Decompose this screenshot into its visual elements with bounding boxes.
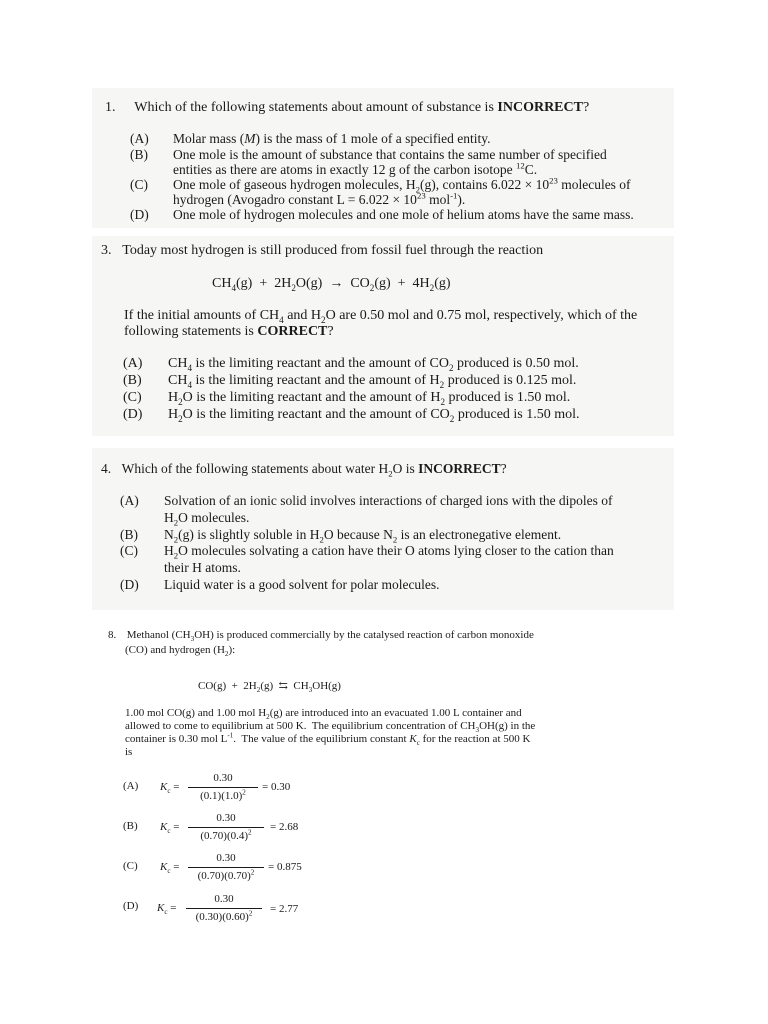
q8-option-a-letter: (A): [123, 780, 139, 792]
q8-option-d-denominator: $(0.30)(0.60)^2$: [195, 909, 253, 923]
question-8-intro-line1: Methanol $(CH_3OH)$ is produced commercially by the catalysed reaction of carbon monoxide: [126, 629, 534, 644]
q8-option-d-result: = 2.77: [270, 903, 299, 915]
q3-option-c-letter: (C): [123, 390, 142, 405]
q4-option-c-line1: $H_2O$ molecules solvating a cation have their O atoms lying closer to the cation than: [164, 543, 614, 561]
q4-option-c-line2: their H atoms.: [164, 560, 241, 575]
q8-option-b-letter: (B): [123, 820, 138, 832]
q3-option-c-text: $H_2O$ is the limiting reactant and the amount of $H_2$ produced is 1.50 mol.: [168, 390, 571, 407]
question-3-paragraph-line1: If the initial amounts of $CH_4$ and $H_2O$ are 0.50 mol and 0.75 mol, respectively, which of the: [124, 308, 638, 325]
q8-option-b-lhs: $K_c$ =: [160, 821, 180, 836]
question-8-equation: $CO(g) + 2H_2(g)$ ⇆ $CH_3OH(g)$: [198, 680, 341, 695]
question-4-text: Which of the following statements about water $H_2O$ is: [121, 461, 419, 479]
q8-option-c-lhs: $K_c$ =: [160, 861, 180, 876]
question-3-equation: $CH_4(g) + 2H_2O(g) \to CO_2(g) + 4H_2(g)$: [212, 276, 451, 293]
q8-option-c-letter: (C): [123, 860, 138, 872]
question-8-heading: [108, 629, 534, 644]
q8-option-b-fraction: [188, 812, 264, 842]
q1-option-d-text: One mole of hydrogen molecules and one mole of helium atoms have the same mass.: [173, 207, 634, 222]
q4-option-b-text: $N_2(g)$ is slightly soluble in $H_2O$ because $N_2$ is an electronegative element.: [164, 527, 562, 545]
question-3-heading: [101, 243, 543, 259]
question-8-para-line3: container is 0.30 mol $L^{-1}$. The value of the equilibrium constant $K_c$ for the reaction at 500 K: [125, 731, 531, 748]
q3-option-b-letter: (B): [123, 373, 142, 388]
question-8-para-line4: is: [125, 746, 133, 758]
q8-option-b-fraction-bar: [188, 827, 264, 828]
q8-option-c-fraction: [188, 852, 264, 882]
q4-option-a-line2: $H_2O$ molecules.: [164, 510, 250, 528]
q8-option-d-fraction: [186, 893, 262, 923]
q1-option-c-line1: One mole of gaseous hydrogen molecules, $H_2(g)$, contains $6.022 \times 10^{23}$ molecules of: [173, 175, 631, 195]
q8-option-a-lhs: $K_c$ =: [160, 781, 180, 796]
q8-option-d-numerator: 0.30: [214, 893, 234, 905]
q8-option-b-result: = 2.68: [270, 821, 299, 833]
q1-option-a-letter: (A): [130, 131, 149, 146]
q8-option-a-result: = 0.30: [262, 781, 291, 793]
q4-option-a-line1: Solvation of an ionic solid involves interactions of charged ions with the dipoles of: [164, 493, 613, 508]
q1-option-c-letter: (C): [130, 177, 148, 192]
q8-option-c-numerator: 0.30: [216, 852, 236, 864]
q3-option-d-letter: (D): [123, 407, 143, 422]
question-1-number: 1.: [105, 100, 116, 115]
q4-option-c-letter: (C): [120, 543, 138, 558]
q4-option-d-text: Liquid water is a good solvent for polar molecules.: [164, 577, 440, 592]
q1-option-d-letter: (D): [130, 207, 149, 222]
question-3-text: Today most hydrogen is still produced from fossil fuel through the reaction: [122, 243, 544, 258]
q3-option-b-text: $CH_4$ is the limiting reactant and the amount of $H_2$ produced is 0.125 mol.: [168, 373, 577, 390]
q8-option-a-fraction: [188, 772, 258, 802]
q8-option-a-denominator: $(0.1)(1.0)^2$: [200, 788, 246, 802]
question-8-intro-line2: (CO) and hydrogen $(H_2)$:: [125, 644, 236, 659]
q1-option-a-text: Molar mass (M) is the mass of 1 mole of a specified entity.: [173, 131, 491, 146]
q8-option-d-letter: (D): [123, 900, 139, 912]
question-8-para-line1: 1.00 mol CO(g) and 1.00 mol $H_2(g)$ are introduced into an evacuated 1.00 L container and: [125, 707, 522, 722]
question-3-emphasis: CORRECT: [257, 324, 328, 339]
question-1-emphasis: INCORRECT: [497, 100, 583, 115]
question-4-heading: 4. Which of the following statements about water $H_2O$ is INCORRECT?: [101, 461, 507, 479]
q8-option-a-numerator: 0.30: [213, 772, 233, 784]
q8-option-d-lhs: $K_c$ =: [157, 902, 177, 917]
q1-option-b-line2: entities as there are atoms in exactly 12 g of the carbon isotope $^{12}$C.: [173, 160, 538, 177]
q3-option-a-text: $CH_4$ is the limiting reactant and the amount of $CO_2$ produced is 0.50 mol.: [168, 356, 579, 373]
question-1-text: Which of the following statements about amount of substance is: [134, 100, 498, 115]
q8-option-a-fraction-bar: [188, 787, 258, 788]
question-3-paragraph-line2: following statements is CORRECT?: [124, 324, 334, 339]
q8-option-c-denominator: $(0.70)(0.70)^2$: [197, 868, 255, 882]
question-3-number: 3.: [101, 243, 112, 258]
question-4-number: 4.: [101, 461, 112, 476]
q3-option-a-letter: (A): [123, 356, 143, 371]
q8-option-b-numerator: 0.30: [216, 812, 236, 824]
q1-option-b-letter: (B): [130, 147, 148, 162]
question-1-heading: 1. Which of the following statements about amount of substance is INCORRECT?: [105, 100, 590, 115]
q4-option-d-letter: (D): [120, 577, 139, 592]
q4-option-a-letter: (A): [120, 493, 139, 508]
q1-option-c-line2: hydrogen (Avogadro constant $L = 6.022 \times 10^{23}$ mol$^{-1}$).: [173, 190, 466, 207]
q4-option-b-letter: (B): [120, 527, 138, 542]
q1-option-b-line1: One mole is the amount of substance that contains the same number of specified: [173, 147, 607, 162]
q8-option-b-denominator: $(0.70)(0.4)^2$: [200, 828, 252, 842]
q3-option-d-text: $H_2O$ is the limiting reactant and the amount of $CO_2$ produced is 1.50 mol.: [168, 407, 580, 424]
question-4-emphasis: INCORRECT: [418, 461, 501, 476]
q8-option-c-result: = 0.875: [268, 861, 302, 873]
question-8-para-line2: allowed to come to equilibrium at 500 K. The equilibrium concentration of $CH_3OH(g)$ in the: [125, 720, 536, 735]
question-8-number: 8.: [108, 629, 117, 641]
